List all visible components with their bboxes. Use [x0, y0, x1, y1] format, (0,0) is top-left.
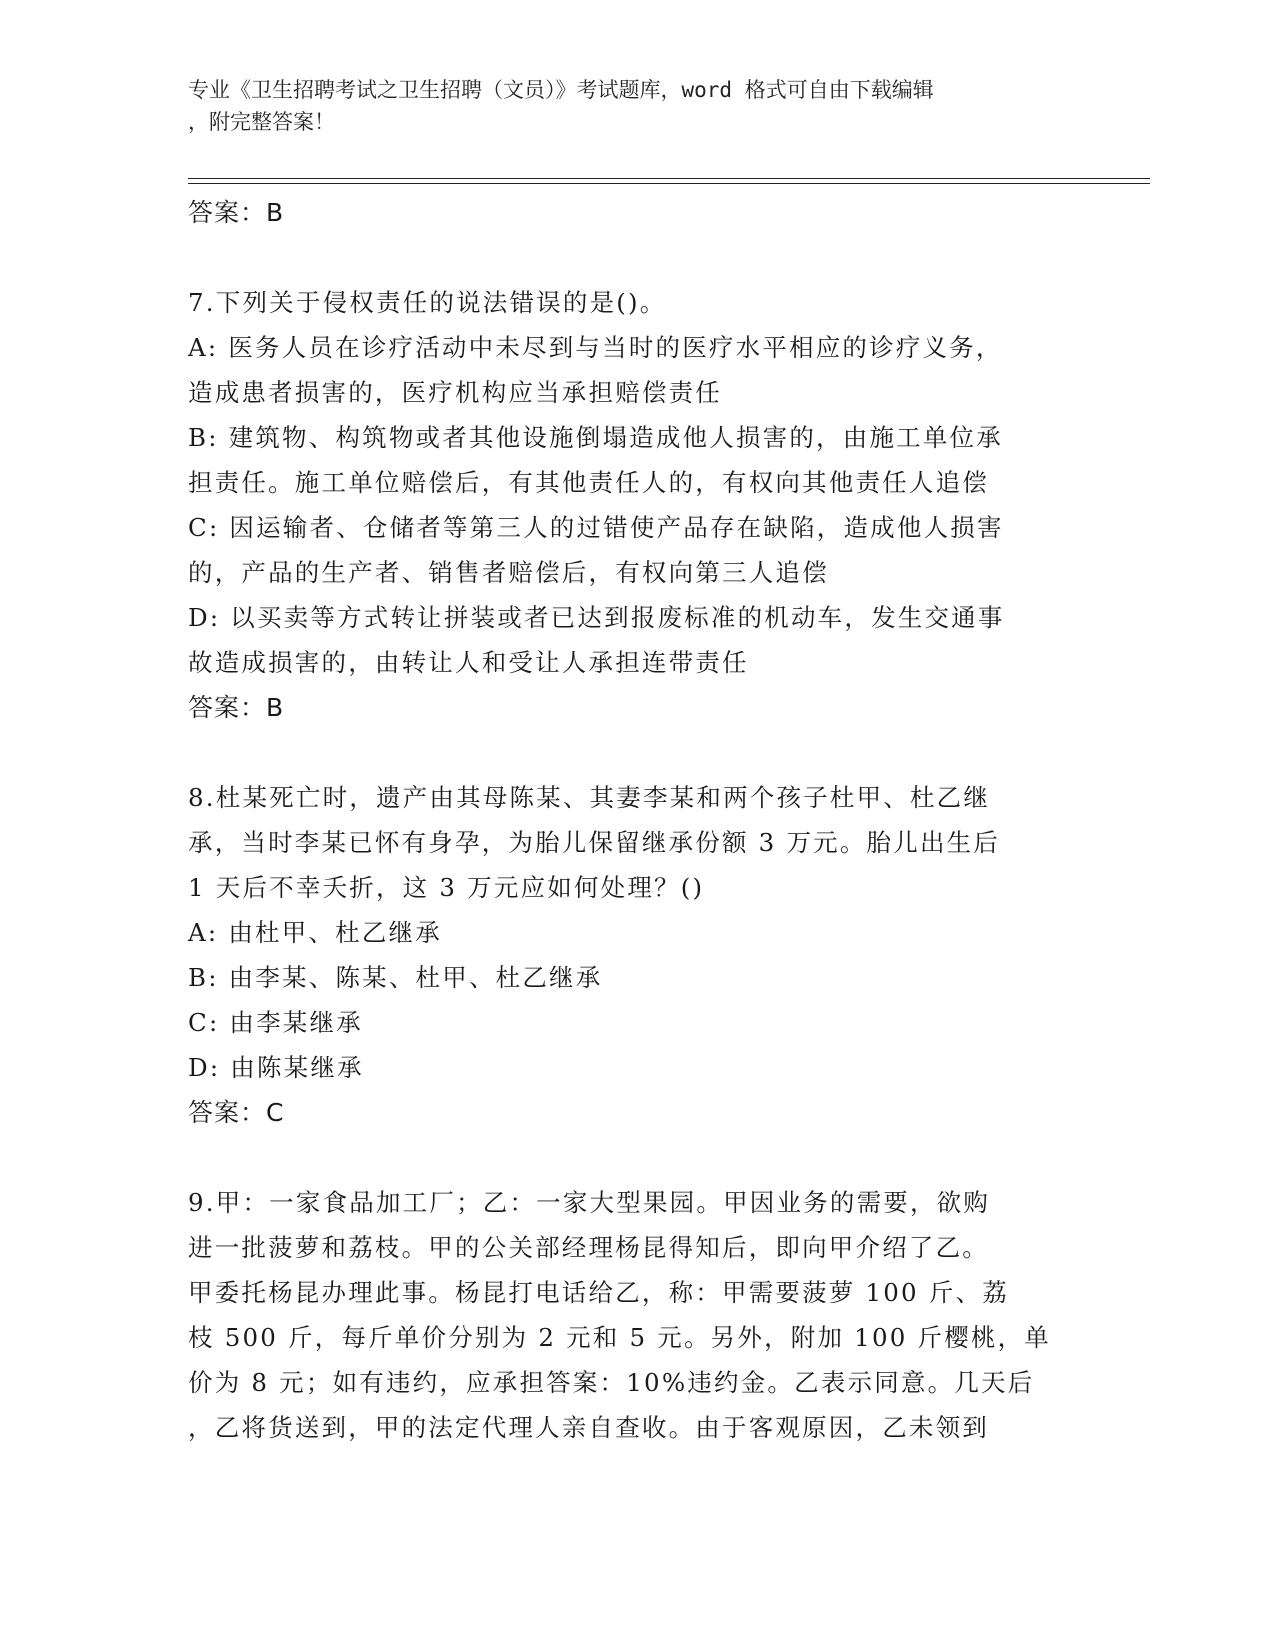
question-text: ，乙将货送到，甲的法定代理人亲自查收。由于客观原因，乙未领到	[188, 1413, 989, 1442]
question-7	[188, 280, 1088, 730]
option-b: B: 建筑物、构筑物或者其他设施倒塌造成他人损害的，由施工单位承	[188, 423, 1003, 452]
header-line: ，附完整答案！	[188, 110, 335, 134]
question-8	[188, 775, 1088, 1135]
option-d: D: 以买卖等方式转让拼装或者已达到报废标准的机动车，发生交通事	[188, 603, 1005, 632]
question-text: 甲委托杨昆办理此事。杨昆打电话给乙，称：甲需要菠萝 100 斤、荔	[188, 1278, 1009, 1307]
option-c: C: 由李某继承	[188, 1008, 363, 1037]
header-rule	[188, 178, 1150, 179]
option-d-cont: 故造成损害的，由转让人和受让人承担连带责任	[188, 648, 749, 677]
question-text: 承，当时李某已怀有身孕，为胎儿保留继承份额 3 万元。胎儿出生后	[188, 828, 1001, 857]
answer-line: 答案：B	[188, 693, 285, 722]
page-header	[188, 74, 1088, 138]
question-text: 进一批菠萝和荔枝。甲的公关部经理杨昆得知后，即向甲介绍了乙。	[188, 1233, 989, 1262]
answer-line: 答案：B	[188, 198, 285, 227]
question-text: 价为 8 元；如有违约，应承担答案：10%违约金。乙表示同意。几天后	[188, 1368, 1035, 1397]
question-text: 7.下列关于侵权责任的说法错误的是()。	[188, 288, 667, 317]
option-a-cont: 造成患者损害的，医疗机构应当承担赔偿责任	[188, 378, 722, 407]
option-c: C: 因运输者、仓储者等第三人的过错使产品存在缺陷，造成他人损害	[188, 513, 1004, 542]
question-text: 1 天后不幸夭折，这 3 万元应如何处理？()	[188, 873, 705, 902]
option-b: B: 由李某、陈某、杜甲、杜乙继承	[188, 963, 603, 992]
question-text: 8.杜某死亡时，遗产由其母陈某、其妻李某和两个孩子杜甲、杜乙继	[188, 783, 991, 812]
header-rule	[188, 183, 1150, 184]
question-text: 枝 500 斤，每斤单价分别为 2 元和 5 元。另外，附加 100 斤樱桃，单	[188, 1323, 1052, 1352]
option-a: A: 由杜甲、杜乙继承	[188, 918, 442, 947]
option-d: D: 由陈某继承	[188, 1053, 364, 1082]
option-a: A: 医务人员在诊疗活动中未尽到与当时的医疗水平相应的诊疗义务，	[188, 333, 1003, 362]
option-b-cont: 担责任。施工单位赔偿后，有其他责任人的，有权向其他责任人追偿	[188, 468, 989, 497]
option-c-cont: 的，产品的生产者、销售者赔偿后，有权向第三人追偿	[188, 558, 829, 587]
document-content	[188, 190, 1088, 1450]
question-text: 9.甲：一家食品加工厂；乙：一家大型果园。甲因业务的需要，欲购	[188, 1188, 991, 1217]
question-9	[188, 1180, 1088, 1450]
answer-line: 答案：C	[188, 1098, 285, 1127]
header-line: 专业《卫生招聘考试之卫生招聘（文员）》考试题库，word 格式可自由下载编辑	[188, 78, 934, 102]
